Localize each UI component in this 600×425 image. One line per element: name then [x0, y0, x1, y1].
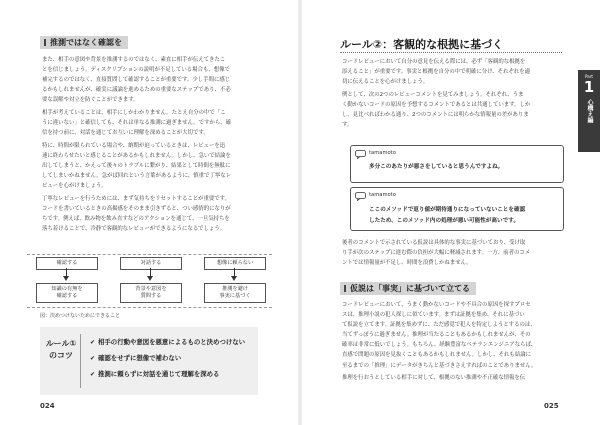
right-page: [300, 0, 600, 425]
paragraph: [42, 108, 231, 138]
text-line: 出してしまうと、かえって後々のトラブルに繋がり、結果として時間を無駄に: [42, 163, 231, 170]
rule-title: ルール②：客観的な根拠に基づく: [340, 38, 504, 51]
flow-result-box: 推測を避け 事実に基づく: [204, 283, 266, 303]
tips-label: ルール① のコツ: [45, 339, 77, 360]
text-line: スは、推理小説の犯人探しに似ています。まずは証拠を集め、それに基づい: [342, 312, 525, 319]
text-line: 特に、時間が限られている場合や、納期が迫っているときは、レビューを迅: [42, 143, 226, 149]
text-line: 後者のコメントで示されている仮説は具体的な事実に基づいており、受け取: [342, 240, 526, 246]
speech-bubble-icon: [355, 192, 366, 201]
flow-arrow-line: [150, 268, 151, 276]
tip-item: ✔ 推測に頼らずに対話を通じて理解を深める: [90, 370, 220, 378]
paragraph: [342, 57, 530, 87]
text-line: て仮説を立てます。証拠を集めずに、ただ感覚で犯人を特定しようとするのは、: [342, 322, 536, 329]
text-line: るかもしれませんが、確実に議論を進めるための重要なステップであり、不必: [42, 87, 231, 94]
text-line: 至るまでの「推理」にデータがきちんと基づきさえすればのことでありません。: [342, 362, 537, 369]
section-heading: 推測ではなく確認を: [40, 36, 128, 49]
review-comment: [350, 187, 564, 231]
comment-username: tamamoto: [369, 192, 396, 198]
speech-bubble-icon: [355, 150, 366, 159]
flow-result-box: 知識の有無を 確認する: [36, 283, 98, 303]
figure-caption: 図：決めつけないためにできること: [40, 313, 121, 319]
text-line: 当てずっぽうに過ぎません。推理が当たることもあるかもしれませんが、その: [342, 332, 531, 339]
title-dotted-rule: [340, 52, 562, 53]
down-arrow-icon: [231, 276, 237, 281]
paragraph: [42, 55, 231, 105]
comment-text: ここのメソッドで返り値が期待通りになっていないことを確認: [369, 207, 526, 213]
comment-text: 多分このあたりが悪さをしていると思うんですよね。: [369, 164, 504, 170]
part-name: 心構え編: [586, 99, 593, 123]
text-line: し、見比べればわかる通り、2つのコメントには明らかな情報量の差がありま: [342, 112, 529, 119]
review-comment: [350, 145, 564, 183]
text-line: 速に終わらせたいと感じることがあるかもしれません。しかし、急いで結論を: [42, 153, 231, 160]
comment-username: tamamoto: [369, 150, 396, 156]
flow-step-box: 想像に頼らない: [204, 257, 266, 270]
text-line: とを信じましょう。ディスクリプションの説明が不足している場合も、想像で: [42, 67, 230, 74]
text-line: 添えること」が重要です。事実と根拠を自分の中で明確に分け、それぞれを適: [342, 69, 531, 76]
text-line: 直感で問題の原因を見抜くこともあるかもしれません。しかし、それも結論に: [342, 352, 531, 359]
text-line: 相手が考えていることは、相手にしかわかりません。たとえ自分の中で「こ: [42, 110, 226, 116]
flow-arrow-line: [234, 268, 235, 276]
flow-step-box: 対話する: [120, 257, 182, 270]
flow-result-box: 背景や意図を 質問する: [120, 283, 182, 303]
text-line: 信を持つ前に、対話を通じてお互いに理解を深めることが大切です。: [42, 130, 209, 137]
page-number: 025: [544, 402, 559, 410]
text-line: ちです。例えば、飲み物を飲み直すなどのアクションを通じて、一旦気持ちを: [42, 216, 230, 223]
text-line: 補完するのではなく、直接質問して確認することが重要です。少し手間に感じ: [42, 77, 231, 84]
text-line: 例として、次の2つのレビューコメントを見てみましょう。それぞれ、うま: [342, 92, 524, 98]
flow-step-box: 確認する: [36, 257, 98, 270]
text-line: うに違いない」と確信しても、それは単なる推測に過ぎません。ですから、確: [42, 120, 231, 127]
paragraph: [342, 373, 525, 383]
flow-arrow-line: [66, 268, 67, 276]
text-line: ントでは情報量が不足し、時間を浪費しかねません。: [342, 260, 472, 267]
paragraph: [342, 90, 530, 130]
down-arrow-icon: [63, 276, 69, 281]
text-line: 推理を行おうとしている相手に対して、根拠のない推測や不正確な情報を伝: [342, 375, 526, 381]
checkmark-icon: ✔: [90, 339, 96, 346]
paragraph: [342, 238, 530, 268]
text-line: ビューを心がけましょう。: [42, 183, 107, 190]
part-number: 1: [583, 78, 595, 96]
down-arrow-icon: [147, 276, 153, 281]
text-line: 確率は非常に低いでしょう。もちろん、経験豊富なベテランエンジニアならば、: [342, 342, 537, 349]
tips-divider: [80, 334, 81, 388]
tip-item: ✔ 確認をせずに想像で補わない: [90, 354, 182, 362]
text-line: 丁寧なレビューを行うためには、まず気持ちをリセットすることが重要です。: [42, 196, 231, 202]
text-line: また、相手の意図や背景を推測するのではなく、素直に相手が伝えてきたこ: [42, 57, 226, 63]
paragraph: [42, 194, 231, 234]
text-line: コードを書いているときの高揚感をそのまま引きずると、つい感情的になりが: [42, 206, 231, 213]
checkmark-icon: ✔: [90, 371, 96, 378]
text-line: 要な誤解や対立を防ぐことができます。: [42, 97, 139, 104]
part-tab: [578, 70, 600, 152]
text-line: す。: [342, 122, 353, 129]
text-line: コードレビューにおいて、うまく動かないコードや不具合の原因を探すプロセ: [342, 302, 531, 308]
section-heading: 仮説は「事実」に基づいて立てる: [340, 282, 476, 295]
text-line: コードレビューにおいて自分の意見を伝える際には、必ず「客観的な根拠を: [342, 59, 526, 65]
text-line: 切に伝えることを心がけましょう。: [342, 79, 429, 86]
paragraph: [42, 141, 231, 191]
text-line: り手が次のステップに進む際の負担が大幅に軽減されます。一方、前者のコメ: [342, 250, 531, 257]
text-line: してしまいかねません。急がば回れという言葉があるように、慎重で丁寧なレ: [42, 173, 231, 180]
part-label: Part: [585, 74, 593, 79]
paragraph: [342, 300, 536, 371]
checkmark-icon: ✔: [90, 355, 96, 362]
comment-text: したため、このメソッド内の処理が悪い可能性が高いです。: [369, 218, 519, 224]
tip-item: ✔ 相手の行動や意図を悪意によるものと決めつけない: [90, 338, 246, 346]
text-line: く動かないコードの原因を予想するコメントであるとは共通しています。しか: [342, 102, 531, 109]
text-line: 落ち着けることで、冷静で客観的なレビューができるようになるでしょう。: [42, 226, 226, 233]
page-number: 024: [40, 402, 55, 410]
